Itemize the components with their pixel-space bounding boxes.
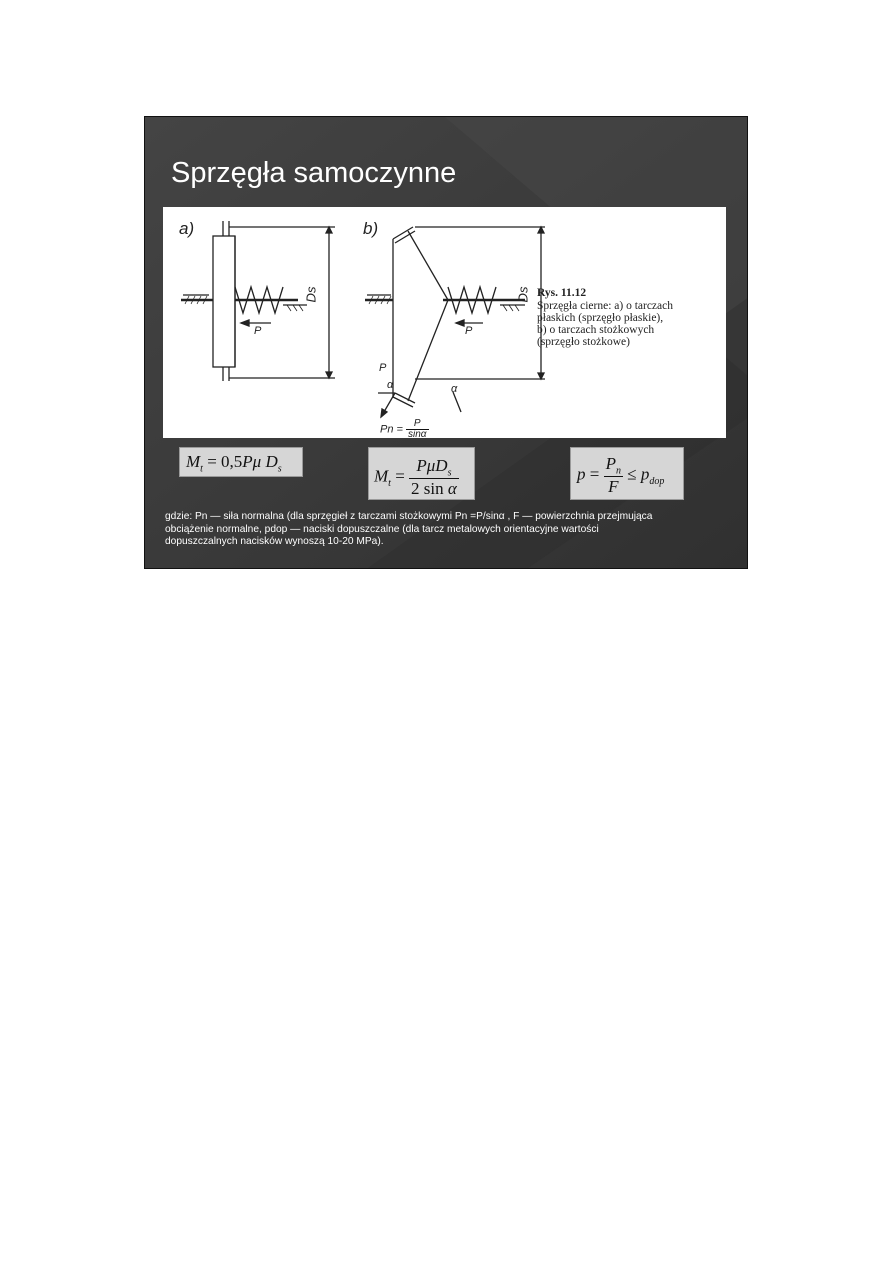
figure-label-b: b) xyxy=(363,219,379,238)
figure-label-a: a) xyxy=(179,219,195,238)
caption-line: b) o tarczach stożkowych xyxy=(537,324,655,336)
caption-line: Sprzęgła cierne: a) o tarczach xyxy=(537,300,673,312)
dim-label-a: Ds xyxy=(303,286,319,303)
slide xyxy=(144,116,748,569)
force-label-a: P xyxy=(254,325,262,337)
note-line: dopuszczalnych nacisków wynoszą 10-20 MPa). xyxy=(165,536,384,547)
formula-torque-cone: $M_t$ = $\frac{P\mu D_s}{\text{2 sin α}}$ xyxy=(368,447,475,500)
pn-label: Pn = $\frac{P}{\sin\alpha}$ xyxy=(380,418,427,440)
explanation-note xyxy=(165,511,735,549)
figure-caption xyxy=(537,287,717,348)
formula-pressure: p = $\frac{P_n}{F}$ ≤ $p_{dop}$ xyxy=(570,447,684,500)
note-line: gdzie: Pn — siła normalna (dla sprzęgieł z tarczami stożkowymi Pn =P/sinα , F — powierzchnia przejmująca xyxy=(165,511,653,522)
formula-torque-flat: $M_t = 0,5P\mu$ $D_s$ xyxy=(179,447,303,477)
note-line: obciążenie normalne, pdop — naciski dopuszczalne (dla tarcz metalowych orientacyjne wartości xyxy=(165,523,599,535)
slide-title: Sprzęgła samoczynne xyxy=(171,157,457,189)
dim-label-b: Ds xyxy=(515,286,531,303)
force-label-cone: P xyxy=(379,362,387,374)
caption-line: płaskich (sprzęgło płaskie), xyxy=(537,312,664,324)
force-label-b: P xyxy=(465,325,473,337)
angle-label-1: α xyxy=(387,379,394,391)
clutch-figure xyxy=(163,207,726,438)
caption-line: (sprzęgło stożkowe) xyxy=(537,336,630,348)
caption-title: Rys. 11.12 xyxy=(537,287,587,299)
angle-label-2: α xyxy=(451,383,458,395)
